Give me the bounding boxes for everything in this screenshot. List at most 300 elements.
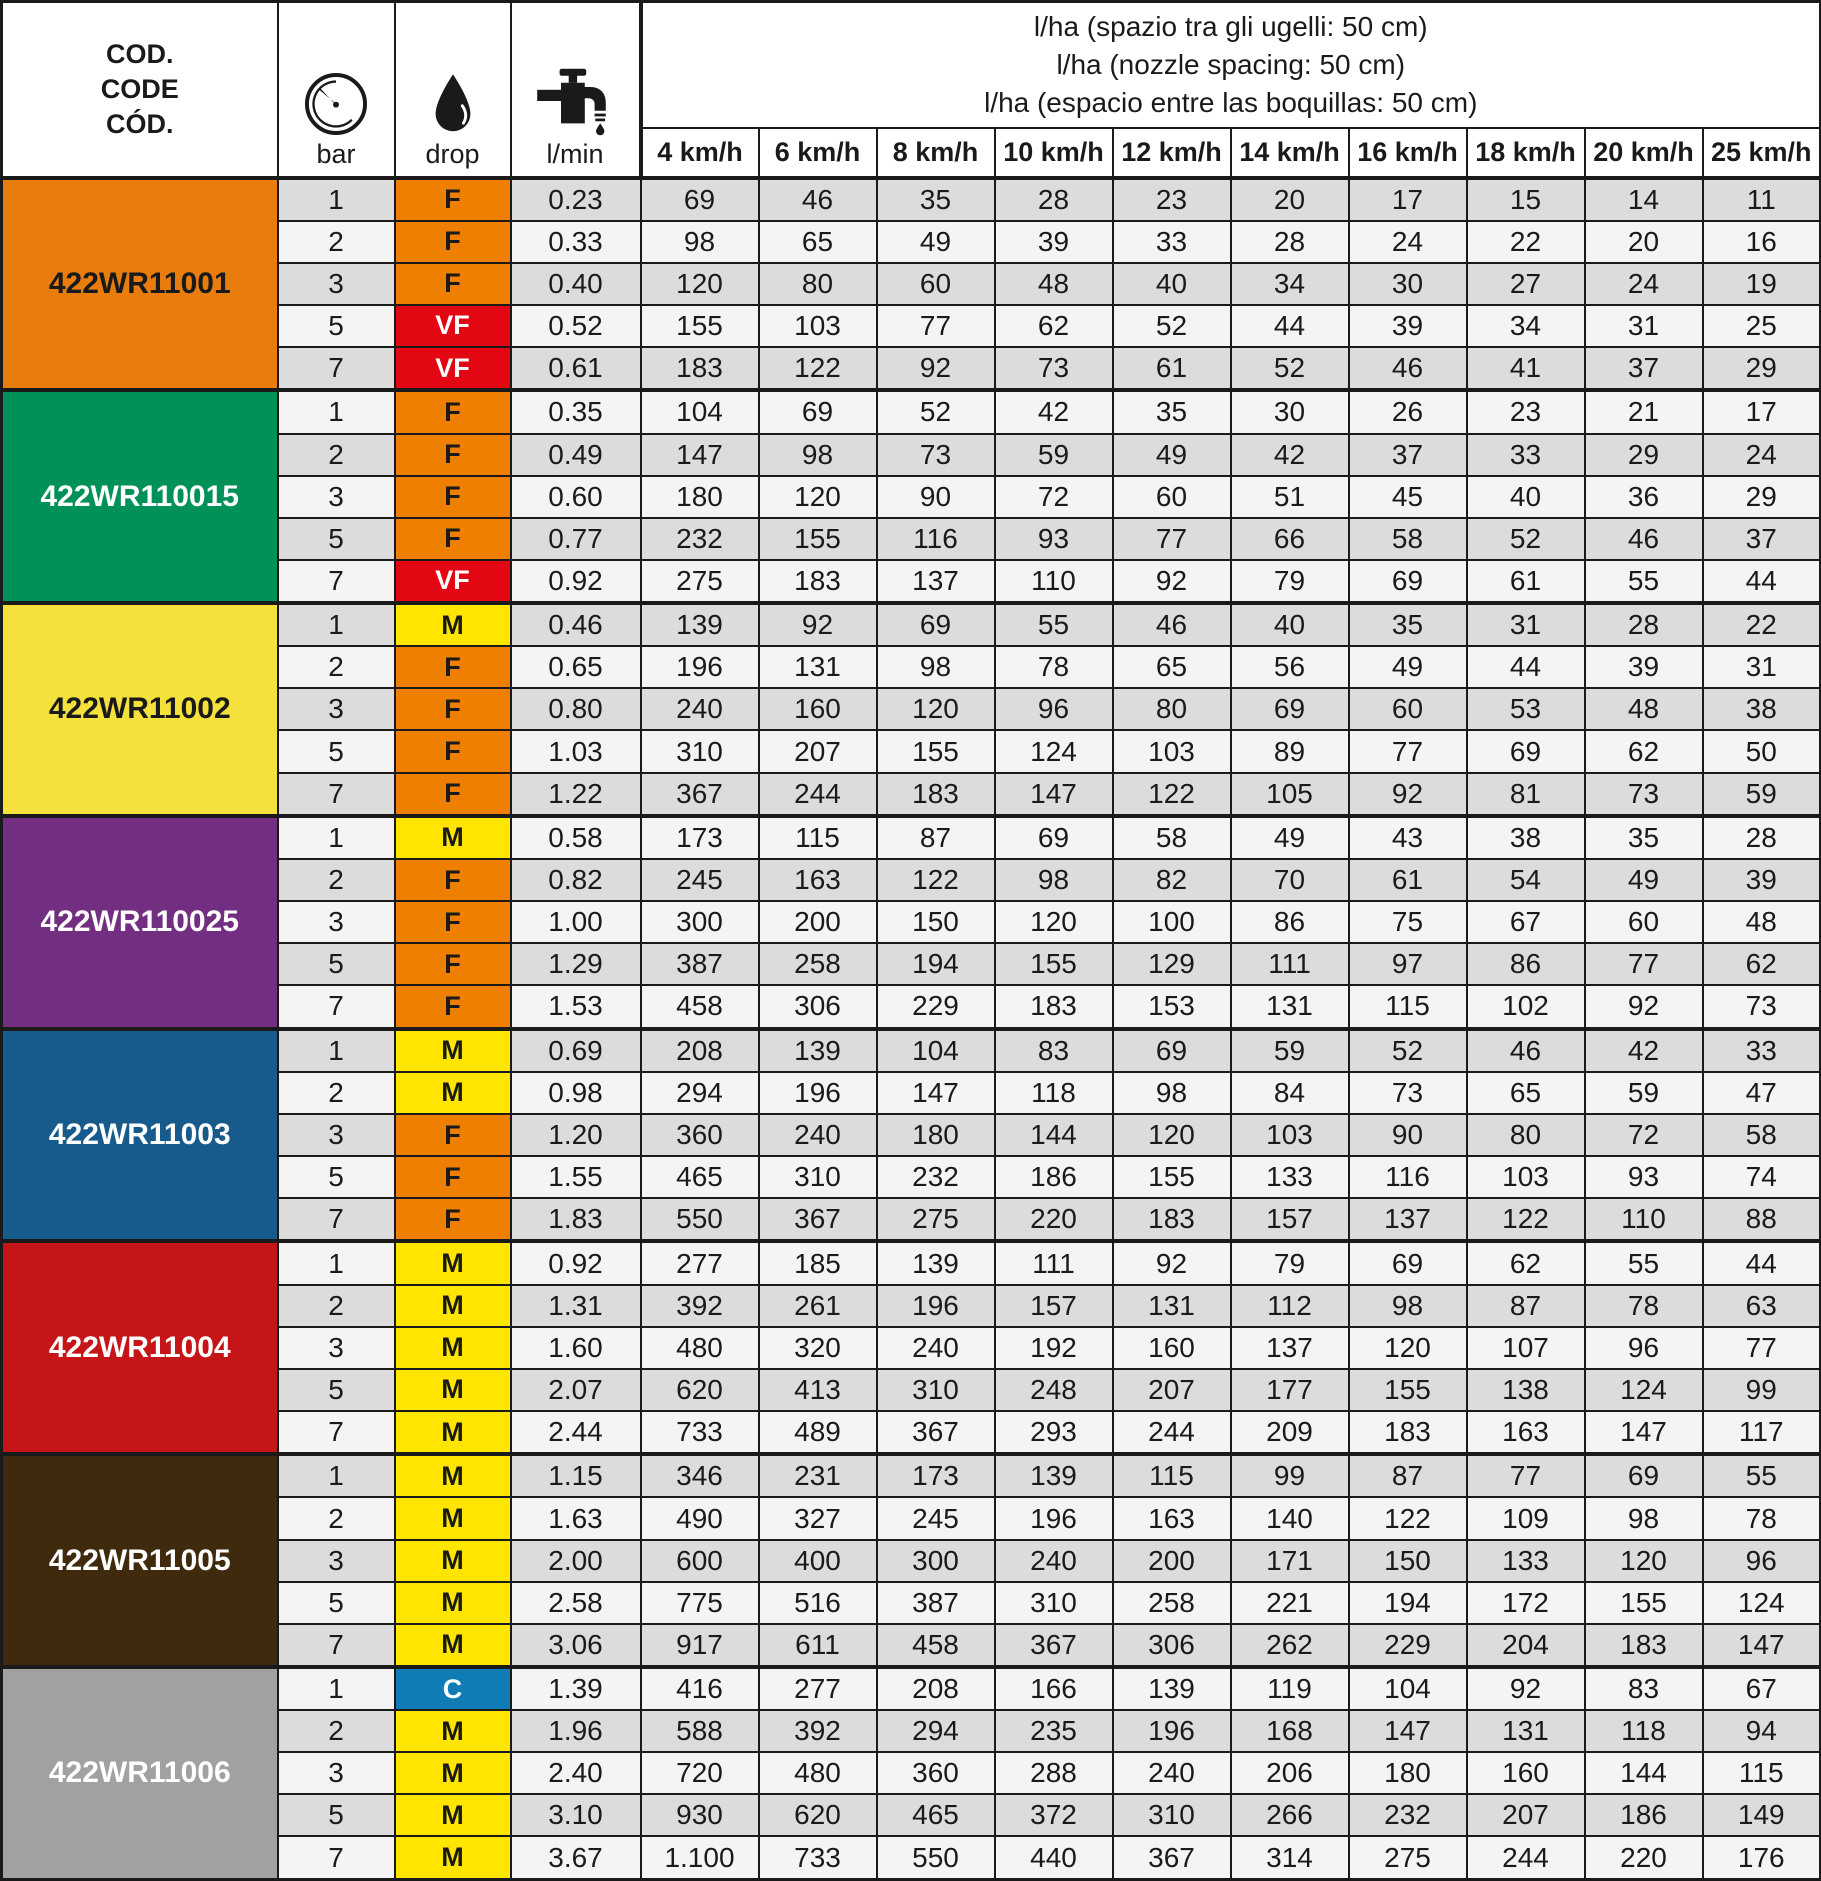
lha-value-cell: 23 xyxy=(1467,390,1585,433)
lha-value-cell: 229 xyxy=(1349,1624,1467,1667)
lha-value-cell: 96 xyxy=(1703,1540,1821,1582)
lha-value-cell: 122 xyxy=(1467,1198,1585,1241)
lha-value-cell: 35 xyxy=(1113,390,1231,433)
lha-value-cell: 86 xyxy=(1231,901,1349,943)
drop-cell: M xyxy=(395,1072,511,1114)
lha-value-cell: 110 xyxy=(1585,1198,1703,1241)
lha-value-cell: 33 xyxy=(1467,434,1585,476)
flow-cell: 3.67 xyxy=(511,1836,641,1879)
bar-cell: 7 xyxy=(278,1198,395,1241)
flow-cell: 1.31 xyxy=(511,1285,641,1327)
lha-value-cell: 176 xyxy=(1703,1836,1821,1879)
lha-value-cell: 37 xyxy=(1585,347,1703,390)
lha-value-cell: 275 xyxy=(641,560,759,603)
lha-value-cell: 36 xyxy=(1585,476,1703,518)
code-cell: 422WR11006 xyxy=(2,1667,278,1880)
lha-value-cell: 61 xyxy=(1113,347,1231,390)
lha-value-cell: 35 xyxy=(1585,816,1703,859)
lha-value-cell: 306 xyxy=(1113,1624,1231,1667)
lha-value-cell: 139 xyxy=(877,1241,995,1284)
flow-cell: 0.49 xyxy=(511,434,641,476)
lha-value-cell: 48 xyxy=(1703,901,1821,943)
lha-value-cell: 48 xyxy=(995,263,1113,305)
lha-value-cell: 55 xyxy=(1703,1454,1821,1497)
lha-value-cell: 192 xyxy=(995,1327,1113,1369)
bar-cell: 2 xyxy=(278,1710,395,1752)
flow-cell: 1.15 xyxy=(511,1454,641,1497)
lha-value-cell: 262 xyxy=(1231,1624,1349,1667)
lha-value-cell: 100 xyxy=(1113,901,1231,943)
lha-value-cell: 25 xyxy=(1703,305,1821,347)
flow-cell: 2.58 xyxy=(511,1582,641,1624)
flow-cell: 0.35 xyxy=(511,390,641,433)
bar-cell: 5 xyxy=(278,1794,395,1836)
lha-value-cell: 116 xyxy=(877,518,995,560)
rate-row xyxy=(2,178,1821,221)
lha-value-cell: 930 xyxy=(641,1794,759,1836)
lha-value-cell: 180 xyxy=(877,1114,995,1156)
drop-column-header xyxy=(395,2,511,178)
flow-cell: 0.80 xyxy=(511,688,641,730)
drop-cell: F xyxy=(395,688,511,730)
lha-value-cell: 207 xyxy=(1113,1369,1231,1411)
lha-value-cell: 245 xyxy=(641,859,759,901)
lha-value-cell: 120 xyxy=(1585,1540,1703,1582)
lha-value-cell: 98 xyxy=(641,221,759,263)
lha-value-cell: 200 xyxy=(759,901,877,943)
lha-value-cell: 77 xyxy=(1703,1327,1821,1369)
lha-value-cell: 120 xyxy=(1349,1327,1467,1369)
lha-value-cell: 42 xyxy=(1231,434,1349,476)
lha-value-cell: 550 xyxy=(877,1836,995,1879)
lha-value-cell: 138 xyxy=(1467,1369,1585,1411)
lha-value-cell: 46 xyxy=(1113,603,1231,646)
lha-value-cell: 275 xyxy=(1349,1836,1467,1879)
lha-value-cell: 360 xyxy=(877,1752,995,1794)
lha-value-cell: 39 xyxy=(1585,646,1703,688)
lha-value-cell: 149 xyxy=(1703,1794,1821,1836)
rate-row xyxy=(2,1667,1821,1710)
lha-value-cell: 73 xyxy=(1349,1072,1467,1114)
lha-value-cell: 59 xyxy=(1585,1072,1703,1114)
flow-cell: 1.55 xyxy=(511,1156,641,1198)
lha-value-cell: 346 xyxy=(641,1454,759,1497)
code-cell: 422WR11002 xyxy=(2,603,278,816)
lha-value-cell: 220 xyxy=(995,1198,1113,1241)
lha-value-cell: 29 xyxy=(1703,347,1821,390)
lha-value-cell: 26 xyxy=(1349,390,1467,433)
bar-cell: 1 xyxy=(278,1241,395,1284)
lha-value-cell: 183 xyxy=(1113,1198,1231,1241)
lha-value-cell: 367 xyxy=(1113,1836,1231,1879)
drop-cell: F xyxy=(395,263,511,305)
flow-cell: 0.69 xyxy=(511,1029,641,1072)
lha-value-cell: 39 xyxy=(995,221,1113,263)
lha-value-cell: 17 xyxy=(1349,178,1467,221)
lha-value-cell: 310 xyxy=(995,1582,1113,1624)
lha-value-cell: 28 xyxy=(1231,221,1349,263)
speed-header-14: 14 km/h xyxy=(1231,128,1349,178)
lha-value-cell: 86 xyxy=(1467,943,1585,985)
lha-value-cell: 96 xyxy=(995,688,1113,730)
lha-value-cell: 82 xyxy=(1113,859,1231,901)
lha-value-cell: 28 xyxy=(1703,816,1821,859)
drop-cell: F xyxy=(395,434,511,476)
drop-cell: M xyxy=(395,1241,511,1284)
lha-value-cell: 20 xyxy=(1231,178,1349,221)
lha-value-cell: 62 xyxy=(995,305,1113,347)
rate-row xyxy=(2,1029,1821,1072)
lha-value-cell: 104 xyxy=(877,1029,995,1072)
lha-value-cell: 50 xyxy=(1703,730,1821,772)
lha-value-cell: 115 xyxy=(1349,985,1467,1028)
bar-cell: 3 xyxy=(278,1540,395,1582)
lha-value-cell: 244 xyxy=(1467,1836,1585,1879)
lha-value-cell: 37 xyxy=(1349,434,1467,476)
lha-value-cell: 22 xyxy=(1467,221,1585,263)
lha-value-cell: 115 xyxy=(1113,1454,1231,1497)
flow-cell: 0.92 xyxy=(511,1241,641,1284)
bar-cell: 3 xyxy=(278,476,395,518)
drop-cell: F xyxy=(395,943,511,985)
lha-value-cell: 59 xyxy=(1231,1029,1349,1072)
bar-cell: 2 xyxy=(278,1497,395,1539)
lha-value-cell: 440 xyxy=(995,1836,1113,1879)
bar-cell: 5 xyxy=(278,943,395,985)
lha-value-cell: 17 xyxy=(1703,390,1821,433)
drop-cell: F xyxy=(395,221,511,263)
lha-value-cell: 310 xyxy=(877,1369,995,1411)
lha-value-cell: 611 xyxy=(759,1624,877,1667)
lha-value-cell: 183 xyxy=(1585,1624,1703,1667)
speed-header-12: 12 km/h xyxy=(1113,128,1231,178)
lha-value-cell: 183 xyxy=(995,985,1113,1028)
bar-cell: 5 xyxy=(278,305,395,347)
drop-cell: F xyxy=(395,646,511,688)
lha-value-cell: 277 xyxy=(641,1241,759,1284)
bar-cell: 7 xyxy=(278,347,395,390)
lha-value-cell: 58 xyxy=(1703,1114,1821,1156)
lha-value-cell: 118 xyxy=(995,1072,1113,1114)
lha-title-es: l/ha (espacio entre las boquillas: 50 cm) xyxy=(984,86,1478,118)
drop-cell: F xyxy=(395,773,511,816)
lha-value-cell: 96 xyxy=(1585,1327,1703,1369)
lha-value-cell: 194 xyxy=(1349,1582,1467,1624)
lha-value-cell: 183 xyxy=(641,347,759,390)
lha-value-cell: 150 xyxy=(877,901,995,943)
drop-cell: VF xyxy=(395,560,511,603)
lha-value-cell: 61 xyxy=(1467,560,1585,603)
lha-title-en: l/ha (nozzle spacing: 50 cm) xyxy=(1056,48,1406,80)
lha-value-cell: 73 xyxy=(995,347,1113,390)
bar-cell: 7 xyxy=(278,1411,395,1454)
lha-value-cell: 232 xyxy=(877,1156,995,1198)
lha-value-cell: 22 xyxy=(1703,603,1821,646)
flow-cell: 1.00 xyxy=(511,901,641,943)
lha-value-cell: 80 xyxy=(759,263,877,305)
flow-cell: 1.96 xyxy=(511,1710,641,1752)
drop-cell: F xyxy=(395,518,511,560)
lha-value-cell: 67 xyxy=(1467,901,1585,943)
lha-value-cell: 98 xyxy=(759,434,877,476)
lha-value-cell: 137 xyxy=(1349,1198,1467,1241)
lha-value-cell: 20 xyxy=(1585,221,1703,263)
drop-cell: M xyxy=(395,1710,511,1752)
lha-value-cell: 69 xyxy=(1349,560,1467,603)
flow-cell: 2.00 xyxy=(511,1540,641,1582)
lha-value-cell: 155 xyxy=(877,730,995,772)
lha-value-cell: 60 xyxy=(877,263,995,305)
rate-row xyxy=(2,1241,1821,1284)
code-cell: 422WR11004 xyxy=(2,1241,278,1454)
lha-value-cell: 155 xyxy=(1113,1156,1231,1198)
lha-value-cell: 59 xyxy=(1703,773,1821,816)
lha-value-cell: 147 xyxy=(877,1072,995,1114)
lha-value-cell: 183 xyxy=(759,560,877,603)
lha-value-cell: 69 xyxy=(877,603,995,646)
bar-cell: 3 xyxy=(278,901,395,943)
flow-cell: 0.33 xyxy=(511,221,641,263)
lha-value-cell: 19 xyxy=(1703,263,1821,305)
lha-value-cell: 44 xyxy=(1703,560,1821,603)
lha-value-cell: 140 xyxy=(1231,1497,1349,1539)
lha-value-cell: 221 xyxy=(1231,1582,1349,1624)
code-cell: 422WR110025 xyxy=(2,816,278,1029)
code-cell: 422WR110015 xyxy=(2,390,278,603)
lha-value-cell: 231 xyxy=(759,1454,877,1497)
bar-cell: 1 xyxy=(278,1029,395,1072)
lha-value-cell: 147 xyxy=(1703,1624,1821,1667)
lha-value-cell: 147 xyxy=(995,773,1113,816)
lha-value-cell: 124 xyxy=(1585,1369,1703,1411)
lha-value-cell: 258 xyxy=(759,943,877,985)
lha-value-cell: 51 xyxy=(1231,476,1349,518)
lha-value-cell: 49 xyxy=(1349,646,1467,688)
lha-value-cell: 917 xyxy=(641,1624,759,1667)
lha-value-cell: 73 xyxy=(1585,773,1703,816)
lha-value-cell: 620 xyxy=(641,1369,759,1411)
lha-value-cell: 99 xyxy=(1231,1454,1349,1497)
lha-value-cell: 78 xyxy=(1703,1497,1821,1539)
lha-value-cell: 33 xyxy=(1703,1029,1821,1072)
drop-cell: F xyxy=(395,1156,511,1198)
drop-cell: F xyxy=(395,730,511,772)
lha-value-cell: 480 xyxy=(641,1327,759,1369)
lha-value-cell: 23 xyxy=(1113,178,1231,221)
lha-value-cell: 61 xyxy=(1349,859,1467,901)
lha-value-cell: 129 xyxy=(1113,943,1231,985)
lha-value-cell: 183 xyxy=(1349,1411,1467,1454)
bar-cell: 5 xyxy=(278,1369,395,1411)
lha-value-cell: 185 xyxy=(759,1241,877,1284)
lha-value-cell: 110 xyxy=(995,560,1113,603)
lha-value-cell: 70 xyxy=(1231,859,1349,901)
bar-cell: 1 xyxy=(278,390,395,433)
lha-value-cell: 314 xyxy=(1231,1836,1349,1879)
lha-value-cell: 516 xyxy=(759,1582,877,1624)
lha-value-cell: 78 xyxy=(995,646,1113,688)
lha-value-cell: 55 xyxy=(995,603,1113,646)
lha-value-cell: 48 xyxy=(1585,688,1703,730)
lha-value-cell: 139 xyxy=(1113,1667,1231,1710)
lha-value-cell: 62 xyxy=(1703,943,1821,985)
lha-value-cell: 49 xyxy=(1585,859,1703,901)
lha-value-cell: 69 xyxy=(759,390,877,433)
lha-value-cell: 27 xyxy=(1467,263,1585,305)
lha-value-cell: 73 xyxy=(877,434,995,476)
lha-value-cell: 120 xyxy=(759,476,877,518)
flow-cell: 1.20 xyxy=(511,1114,641,1156)
speed-header-20: 20 km/h xyxy=(1585,128,1703,178)
bar-cell: 2 xyxy=(278,434,395,476)
lha-value-cell: 588 xyxy=(641,1710,759,1752)
bar-cell: 3 xyxy=(278,1114,395,1156)
lha-value-cell: 465 xyxy=(641,1156,759,1198)
flow-cell: 2.40 xyxy=(511,1752,641,1794)
bar-cell: 5 xyxy=(278,518,395,560)
lha-value-cell: 69 xyxy=(995,816,1113,859)
lha-value-cell: 30 xyxy=(1231,390,1349,433)
lha-value-cell: 55 xyxy=(1585,1241,1703,1284)
lha-value-cell: 69 xyxy=(641,178,759,221)
flow-cell: 1.63 xyxy=(511,1497,641,1539)
drop-cell: M xyxy=(395,1454,511,1497)
lha-value-cell: 119 xyxy=(1231,1667,1349,1710)
lha-value-cell: 43 xyxy=(1349,816,1467,859)
lha-value-cell: 208 xyxy=(641,1029,759,1072)
lha-value-cell: 93 xyxy=(1585,1156,1703,1198)
lha-value-cell: 147 xyxy=(1349,1710,1467,1752)
lha-value-cell: 232 xyxy=(1349,1794,1467,1836)
flow-cell: 0.61 xyxy=(511,347,641,390)
lha-value-cell: 367 xyxy=(759,1198,877,1241)
lha-value-cell: 131 xyxy=(1467,1710,1585,1752)
drop-cell: F xyxy=(395,390,511,433)
flow-cell: 0.77 xyxy=(511,518,641,560)
lha-value-cell: 258 xyxy=(1113,1582,1231,1624)
lha-value-cell: 52 xyxy=(1349,1029,1467,1072)
lha-value-cell: 11 xyxy=(1703,178,1821,221)
lha-value-cell: 294 xyxy=(877,1710,995,1752)
lha-value-cell: 87 xyxy=(877,816,995,859)
drop-cell: VF xyxy=(395,347,511,390)
flow-cell: 0.58 xyxy=(511,816,641,859)
code-cell: 422WR11003 xyxy=(2,1029,278,1242)
lha-value-cell: 124 xyxy=(1703,1582,1821,1624)
lha-value-cell: 310 xyxy=(1113,1794,1231,1836)
flow-cell: 0.23 xyxy=(511,178,641,221)
lha-value-cell: 69 xyxy=(1113,1029,1231,1072)
lha-value-cell: 416 xyxy=(641,1667,759,1710)
lha-value-cell: 77 xyxy=(1467,1454,1585,1497)
lha-value-cell: 168 xyxy=(1231,1710,1349,1752)
lha-value-cell: 733 xyxy=(641,1411,759,1454)
lha-value-cell: 186 xyxy=(1585,1794,1703,1836)
lha-value-cell: 31 xyxy=(1467,603,1585,646)
drop-cell: VF xyxy=(395,305,511,347)
lha-value-cell: 294 xyxy=(641,1072,759,1114)
lha-value-cell: 147 xyxy=(1585,1411,1703,1454)
lha-value-cell: 65 xyxy=(1467,1072,1585,1114)
lha-value-cell: 300 xyxy=(641,901,759,943)
lha-value-cell: 112 xyxy=(1231,1285,1349,1327)
lha-value-cell: 92 xyxy=(877,347,995,390)
drop-cell: M xyxy=(395,816,511,859)
lha-value-cell: 46 xyxy=(759,178,877,221)
lha-value-cell: 29 xyxy=(1703,476,1821,518)
bar-cell: 1 xyxy=(278,1454,395,1497)
bar-cell: 1 xyxy=(278,603,395,646)
speed-header-10: 10 km/h xyxy=(995,128,1113,178)
lha-value-cell: 172 xyxy=(1467,1582,1585,1624)
lha-value-cell: 131 xyxy=(1231,985,1349,1028)
lha-value-cell: 49 xyxy=(1113,434,1231,476)
drop-cell: F xyxy=(395,476,511,518)
lha-value-cell: 72 xyxy=(1585,1114,1703,1156)
lha-value-cell: 157 xyxy=(995,1285,1113,1327)
lha-value-cell: 58 xyxy=(1349,518,1467,560)
bar-cell: 3 xyxy=(278,688,395,730)
lha-value-cell: 93 xyxy=(995,518,1113,560)
lha-value-cell: 392 xyxy=(641,1285,759,1327)
drop-cell: F xyxy=(395,1114,511,1156)
lha-value-cell: 206 xyxy=(1231,1752,1349,1794)
flow-cell: 1.83 xyxy=(511,1198,641,1241)
lha-value-cell: 288 xyxy=(995,1752,1113,1794)
lha-value-cell: 240 xyxy=(1113,1752,1231,1794)
drop-cell: M xyxy=(395,1497,511,1539)
lha-value-cell: 155 xyxy=(995,943,1113,985)
flow-cell: 0.98 xyxy=(511,1072,641,1114)
lha-value-cell: 98 xyxy=(877,646,995,688)
lha-value-cell: 29 xyxy=(1585,434,1703,476)
lha-value-cell: 102 xyxy=(1467,985,1585,1028)
lmin-label: l/min xyxy=(546,138,604,169)
lha-value-cell: 28 xyxy=(995,178,1113,221)
lha-value-cell: 1.100 xyxy=(641,1836,759,1879)
lha-value-cell: 104 xyxy=(641,390,759,433)
lha-value-cell: 35 xyxy=(877,178,995,221)
lha-value-cell: 30 xyxy=(1349,263,1467,305)
lha-value-cell: 104 xyxy=(1349,1667,1467,1710)
lha-value-cell: 120 xyxy=(1113,1114,1231,1156)
lha-value-cell: 160 xyxy=(1467,1752,1585,1794)
lha-value-cell: 122 xyxy=(877,859,995,901)
lha-value-cell: 83 xyxy=(1585,1667,1703,1710)
code-column-header xyxy=(2,2,278,178)
lha-title-it: l/ha (spazio tra gli ugelli: 50 cm) xyxy=(1033,11,1428,43)
lha-value-cell: 60 xyxy=(1113,476,1231,518)
lha-value-cell: 44 xyxy=(1231,305,1349,347)
lha-value-cell: 120 xyxy=(877,688,995,730)
lha-value-cell: 306 xyxy=(759,985,877,1028)
flow-cell: 2.44 xyxy=(511,1411,641,1454)
lha-value-cell: 56 xyxy=(1231,646,1349,688)
lha-value-cell: 320 xyxy=(759,1327,877,1369)
lha-value-cell: 775 xyxy=(641,1582,759,1624)
lha-value-cell: 67 xyxy=(1703,1667,1821,1710)
lha-value-cell: 45 xyxy=(1349,476,1467,518)
lha-value-cell: 21 xyxy=(1585,390,1703,433)
bar-cell: 7 xyxy=(278,773,395,816)
lha-value-cell: 392 xyxy=(759,1710,877,1752)
drop-cell: M xyxy=(395,1411,511,1454)
lha-value-cell: 240 xyxy=(759,1114,877,1156)
lha-value-cell: 147 xyxy=(641,434,759,476)
lha-value-cell: 37 xyxy=(1703,518,1821,560)
flow-cell: 1.39 xyxy=(511,1667,641,1710)
drop-cell: C xyxy=(395,1667,511,1710)
